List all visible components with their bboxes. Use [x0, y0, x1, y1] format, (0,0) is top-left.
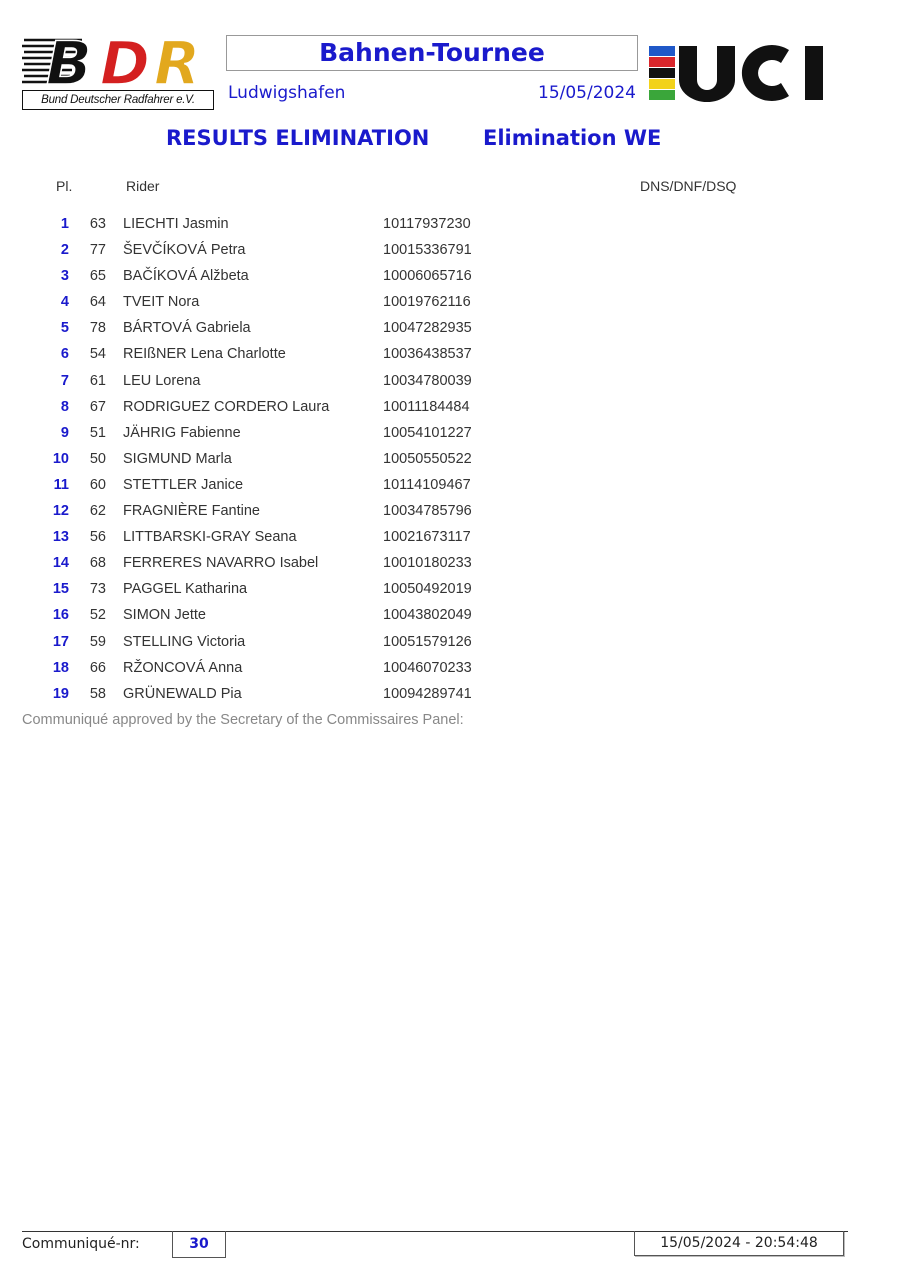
- result-row: [0, 238, 900, 264]
- result-place: 15: [52, 581, 69, 598]
- result-bib: 66: [89, 659, 106, 676]
- result-place: 12: [52, 503, 69, 520]
- column-header-status: DNS/DNF/DSQ: [640, 178, 737, 194]
- result-place: 14: [52, 555, 69, 572]
- result-place: 3: [60, 268, 69, 285]
- result-rider-name: STELLING Victoria: [123, 633, 246, 650]
- result-rider-name: STETTLER Janice: [123, 476, 244, 493]
- bdr-letters-graphic: [22, 32, 216, 88]
- result-rider-name: GRÜNEWALD Pia: [123, 685, 242, 702]
- result-uci-id: 10114109467: [383, 476, 471, 493]
- result-uci-id: 10019762116: [383, 294, 471, 311]
- result-uci-id: 10034780039: [383, 372, 472, 389]
- result-place: 4: [60, 294, 69, 311]
- communique-number: 30: [172, 1231, 226, 1258]
- result-rider-name: FERRERES NAVARRO Isabel: [123, 555, 319, 572]
- svg-text:D: D: [100, 32, 150, 88]
- result-place: 5: [60, 320, 69, 337]
- result-bib: 62: [89, 503, 106, 520]
- result-rider-name: JÄHRIG Fabienne: [123, 424, 241, 441]
- result-row: [0, 551, 900, 577]
- result-place: 1: [60, 216, 69, 232]
- result-bib: 77: [89, 242, 106, 259]
- result-uci-id: 10006065716: [383, 268, 472, 285]
- svg-text:R: R: [154, 32, 201, 88]
- result-place: 18: [52, 659, 69, 676]
- result-bib: 59: [89, 633, 106, 650]
- result-bib: 51: [89, 424, 106, 441]
- result-row: [0, 473, 900, 499]
- result-uci-id: 10051579126: [383, 633, 472, 650]
- result-row: [0, 630, 900, 656]
- result-uci-id: 10043802049: [383, 607, 472, 624]
- result-place: 17: [52, 633, 69, 650]
- result-uci-id: 10050492019: [383, 581, 472, 598]
- result-row: [0, 264, 900, 290]
- bdr-caption: Bund Deutscher Radfahrer e.V.: [22, 90, 214, 110]
- result-bib: 67: [89, 398, 106, 415]
- result-row: [0, 316, 900, 342]
- result-bib: 78: [89, 320, 106, 337]
- result-uci-id: 10021673117: [383, 529, 471, 546]
- event-title: Bahnen-Tournee: [226, 35, 638, 71]
- result-row: [0, 603, 900, 629]
- event-name-heading: Elimination WE: [483, 126, 662, 150]
- result-rider-name: BÁRTOVÁ Gabriela: [123, 320, 251, 337]
- result-uci-id: 10034785796: [383, 503, 472, 520]
- result-uci-id: 10094289741: [383, 685, 472, 702]
- svg-text:B: B: [46, 32, 92, 88]
- event-date: 15/05/2024: [538, 83, 636, 103]
- result-rider-name: LEU Lorena: [123, 372, 201, 389]
- result-place: 19: [52, 685, 69, 702]
- result-row: [0, 212, 900, 238]
- result-row: [0, 682, 900, 708]
- result-uci-id: 10117937230: [383, 216, 471, 232]
- result-row: [0, 525, 900, 551]
- result-uci-id: 10050550522: [383, 450, 472, 467]
- result-rider-name: LITTBARSKI-GRAY Seana: [123, 529, 297, 546]
- result-uci-id: 10015336791: [383, 242, 472, 259]
- result-rider-name: SIMON Jette: [123, 607, 206, 624]
- result-bib: 61: [89, 372, 106, 389]
- result-row: [0, 656, 900, 682]
- column-header-place: Pl.: [56, 178, 73, 194]
- result-row: [0, 342, 900, 368]
- result-place: 2: [60, 242, 69, 259]
- result-rider-name: FRAGNIÈRE Fantine: [123, 503, 260, 520]
- result-uci-id: 10047282935: [383, 320, 472, 337]
- result-rider-name: REIßNER Lena Charlotte: [123, 346, 286, 363]
- result-rider-name: RŽONCOVÁ Anna: [123, 659, 243, 676]
- result-bib: 73: [89, 581, 106, 598]
- result-bib: 58: [89, 685, 106, 702]
- uci-logo: [647, 44, 827, 102]
- result-place: 13: [52, 529, 69, 546]
- result-uci-id: 10010180233: [383, 555, 472, 572]
- result-uci-id: 10011184484: [383, 398, 470, 415]
- result-bib: 60: [89, 476, 106, 493]
- result-row: [0, 577, 900, 603]
- result-rider-name: BAČÍKOVÁ Alžbeta: [123, 268, 249, 285]
- result-uci-id: 10054101227: [383, 424, 472, 441]
- result-row: [0, 499, 900, 525]
- result-row: [0, 447, 900, 473]
- approval-note: Communiqué approved by the Secretary of the Commissaires Panel:: [22, 712, 464, 728]
- result-rider-name: PAGGEL Katharina: [123, 581, 248, 598]
- event-location: Ludwigshafen: [228, 83, 346, 103]
- results-heading: RESULTS ELIMINATION: [166, 126, 430, 150]
- result-bib: 65: [89, 268, 106, 285]
- result-bib: 54: [89, 346, 106, 363]
- result-rider-name: ŠEVČÍKOVÁ Petra: [123, 242, 246, 259]
- result-rider-name: TVEIT Nora: [123, 294, 200, 311]
- result-row: [0, 395, 900, 421]
- result-bib: 64: [89, 294, 106, 311]
- result-uci-id: 10046070233: [383, 659, 472, 676]
- bdr-logo: [22, 32, 216, 110]
- communique-timestamp: 15/05/2024 - 20:54:48: [634, 1231, 844, 1256]
- result-bib: 56: [89, 529, 106, 546]
- result-place: 11: [53, 476, 69, 493]
- result-rider-name: LIECHTI Jasmin: [123, 216, 229, 232]
- result-rider-name: SIGMUND Marla: [123, 450, 232, 467]
- result-place: 16: [52, 607, 69, 624]
- result-place: 6: [60, 346, 69, 363]
- result-uci-id: 10036438537: [383, 346, 472, 363]
- result-row: [0, 421, 900, 447]
- results-table: [0, 212, 900, 708]
- result-bib: 52: [89, 607, 106, 624]
- result-place: 10: [52, 450, 69, 467]
- result-place: 8: [60, 398, 69, 415]
- result-bib: 68: [89, 555, 106, 572]
- communique-label: Communiqué-nr:: [22, 1236, 140, 1252]
- result-row: [0, 290, 900, 316]
- result-row: [0, 369, 900, 395]
- result-place: 7: [60, 372, 69, 389]
- column-header-rider: Rider: [126, 178, 160, 194]
- result-place: 9: [60, 424, 69, 441]
- result-bib: 63: [89, 216, 106, 232]
- result-rider-name: RODRIGUEZ CORDERO Laura: [123, 398, 330, 415]
- result-bib: 50: [89, 450, 106, 467]
